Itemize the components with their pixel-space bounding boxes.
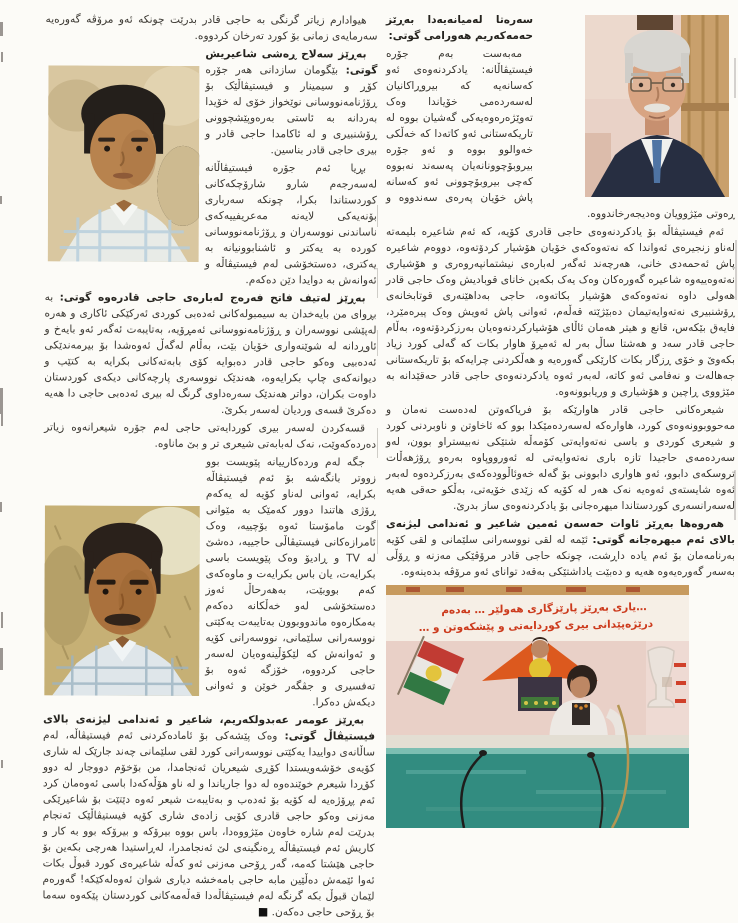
column-divider-mark: [377, 205, 378, 227]
paragraph: [43, 453, 376, 710]
paragraph-text: قسەکردن لەسەر بیری کوردایەتی حاجی لەم جۆرە شیعرانەوە زیاتر دەردەکەوێت، نەک لەبابەتی شیعری تر و بێ ماناوە.: [44, 421, 376, 450]
scan-artifact: [0, 648, 3, 670]
banner-text-line2: درێژەپێدانی بیری کوردایەتی و پێشکەوتن و …: [419, 618, 654, 634]
event-podium-photo: [386, 585, 689, 828]
paragraph: [386, 224, 735, 400]
elder-portrait: [585, 15, 729, 197]
paragraph: [44, 289, 376, 418]
scan-artifact: [1, 760, 3, 768]
column-divider-mark: [377, 268, 378, 298]
paragraph-text: جگە لەم وردەکارییانە پێویست بوو زووتر بانگەشە بۆ ئەم فیستیڤاڵە بکرایە، ئەوانی لەناو کۆیە لە یەکەم ڕۆژی هاتندا دوور کەمێک بە مێوانی گوت مامۆستا ئەوە بۆچییە، وەک ئامرازەکانی فیستیڤاڵی حاجییە، دەشێ لە TV و ڕادیۆ وەک پێویست باسی بکرایەت، یان باس بکرایەت و ماوەکەی کەم بووبێت، بەهەرحاڵ ئەوز دەستخۆشی لەو خەڵکانە دەکەم بەمکارەوە ماندووبوون بەتایبەت یەکێتی نووسەرانی سلێمانی، نووسەرانی کۆیە و ئەوانەش کە لێکۆڵینەوەیان لەسەر حاجی کردووە، خۆزگە ئەوە بۆ تەفسیری و جڤگەر خوێن و ئەوانی دیکەش دەکرا.: [205, 456, 376, 709]
paragraph-text: شیعرەکانی حاجی قادر هاوارێکە بۆ فریاکەوتن لەدەست نەمان و مەحووبوونەوەی کورد، هاوارەکە لەسەردەمێکدا بوو کە ئاخاوتن و ناوبردنی کورد و شیعری کوردی و باسی نەتەوایەتی کۆمەڵە شتێکی نەبیستراو بوون، لەو سەردەمەی حاجیدا تازە باری نەتەوایەتی لە ئەورووپاوە بەرەو ڕۆژهەڵات تروسکەی دابوو، ئەو هاواری دابوونی بۆ گەلە خەوئاڵوودەکەی بەرزکردەوە لەبەر ئەوە شایستەی ئەوەیە نەک هەر لە کۆیە کە زێدی خۆیەتی، بەڵکو حەقی هەیە لەسەرانسەری کوردستاندا میهرەجانی بۆ یادکردنەوەی ساز بدرێ.: [386, 404, 735, 512]
photo-young-writer: [48, 65, 200, 262]
scan-artifact: [0, 502, 2, 512]
mustached-writer-portrait: [44, 505, 200, 696]
paragraph-text: مەبەست بەم جۆرە فیستیڤاڵانە: یادکردنەوەی ئەو کەسانەیە کە بیروڕاکانیان لەسەردەمی خۆیاندا وەک تەوێژەرەوەیەکی گەشیان بووە لە تاریکەستانی ئەو کاتەدا کە خەڵکی خەوالوو بووە و ئەو جۆرە بیروبۆچوونانەیان پەسەند نەبووە کەچی بیروبۆچوونی ئەو کەسانە پاش خۆیان پەرەی سەندووە و ڕەوتی مێژوویان وەدیجەرخاندووە.: [386, 48, 735, 220]
speaker-lead: هەروەها بەڕێز ئاوات حەسەن ئەمین شاعیر و ئەندامی لیژنەی بالای ئەم میهرەجانە گوتی:: [386, 518, 735, 546]
paragraph-text: هیوادارم زیاتر گرنگی بە حاجی قادر بدرێت چونکە ئەو مرۆڤە گەورەیە سەرمایەی زمانی بۆ کورد تەرخان کردووە.: [46, 13, 378, 42]
speaker-lead: بەڕێز لەتیف فاتح فەرەج لەبارەی حاجی قادرەوە گوتی:: [60, 291, 366, 304]
photo-mustached-writer: [44, 505, 200, 696]
paragraph-text: ئەم فیستیڤاڵە بۆ یادکردنەوەی حاجی قادری کۆیە، کە ئەم شاعیرە بلیمەتە لەناو زنجیرەی ئەواندا کە نەتەوەکەی خۆیان هۆشیار کردۆتەوە، دووەم شاعیرە پاش ئەحمەدی خانی، هەرچەند ئەگەر لەبارەی نیشتمانپەروەری و هۆشیاری نەتەوەییەوە شاعیرە گەورەکان وەک یەک بکەین خانای قوبادیش وەک حاجی قادر هەولی داوە نەتەوەکەی هۆشیار بکاتەوە، حاجی بەداهێنەری قوتابخانەی ڕۆشنبیری نەتەوایەتیمان دەبێژێتە قەڵەم، ئەوانی پاش ئەویش وەک پیرەمێرد، فایەق بێکەس، قانع و هیتر هەمان ئاڵای هۆشیارکردنەوەیان بەرزکردۆتەوە، بەڵام حاجی قادر سەد و هەشتا ساڵ بەر لە ئەمڕۆ هاوار بکات کە گەلی کورد زیاد بکەوێ و خۆی ڕزگار بکات کارێکی گەورەیە و هەڵکردنی چرایەکە بۆ تاریکەستانی جەهالەت و نەفامی ئەو کاتە، لەبەر ئەوە یادکردنەوەی حاجی قادر حەقێدانە بە مێژووی ڕاچین و هۆشیاری و وریابوونەوە.: [386, 226, 735, 398]
paragraph: [386, 516, 735, 580]
scan-artifact: [735, 240, 737, 300]
paragraph: [42, 711, 375, 920]
banner-text-line1: …یاری بەڕێز پارێزگاری هەولێر … بەدەم: [441, 600, 647, 617]
scan-artifact: [0, 196, 2, 204]
white-hair: [624, 30, 690, 72]
scan-artifact: [1, 414, 3, 426]
column-divider-mark: [377, 520, 378, 554]
scan-artifact: [0, 22, 3, 36]
speaker-lead: بەڕێز عومەر عەبدولکەریم، شاعیر و ئەندامی لیژنەی بالای فیستیڤاڵ گوتی:: [43, 713, 375, 742]
column-divider-mark: [377, 428, 378, 458]
left-column: [42, 11, 377, 922]
right-column: [386, 12, 735, 582]
paragraph-text: بێگومان سازدانی هەر جۆرە کۆڕ و سیمینار و فیستیڤاڵێک بۆ ڕۆژنامەنووسانی نوێخواز خۆی لە خۆیدا بەردانە بە ئاستی بەرەوپێشچوونی ڕۆشنبیری و لە ئاکامدا حاجی قادر و بیری حاجی قادر بناسین.: [205, 64, 377, 157]
paragraph: [44, 419, 376, 452]
paragraph: [45, 11, 377, 44]
scan-artifact: [1, 52, 3, 62]
young-writer-portrait: [48, 65, 200, 262]
scan-artifact: [734, 58, 736, 98]
paragraph: [45, 45, 377, 158]
paragraph-text: ئێمە لە لقی نووسەرانی سلێمانی و لقی کۆیە بەرنامەمان بۆ ئەم یادە داڕشت، چونکە حاجی قادر مرۆڤێکی مەزنە و ڕۆڵی بەسەر گەورەیەوە هەیە و دەبێت یاداشتێکی بەقەد توانای ئەو مرۆڤە بدەینەوە.: [386, 534, 735, 578]
scan-artifact: [734, 470, 736, 520]
paragraph-text: بە بڕوای من بایەخدان بە سیمبولەکانی ئەدەبی کوردی ئەرکێکی ئاکاری و هەرە لەپێشی نووسەران و ڕۆژنامەنووسانی ئەمڕۆیە، بەتایبەت ئەگەر ئەو بایەخ و ئاوڕدانە لە شوێنەواری خۆیان بێت، بەڵام لەگەڵ ئەوەشدا بۆ بیرمەندێکی ئەدەبیی وەکو حاجی قادر دەبوایە کۆی بابەتەکانی بکرایە بە کتێب و دیوانەکەی چاپ بکرایەوە، هەندێک نووسەری پارچەکانی دیکەی کوردستان داوەت بکران، دواتر هەندێک سەرەداوی گرنگ لە بیری ئەدەبی حاجی دا هەیە دەکرێ قسەی وردیان لەسەر بکرێ.: [44, 291, 376, 416]
speaker-lead: سەرەتا لەمیانەیەدا بەڕێز حەمەکەریم هەورامی گوتی:: [386, 14, 533, 42]
white-mustache: [644, 104, 670, 113]
paragraph-text: بڕیا ئەم جۆرە فیستیڤاڵانە لەسەرجەم شارو شارۆچکەکانی کوردستاندا بکرا، چونکە سەرباری بۆنەیەکی لایەنە مەعریفییەکەی ناساندنی نووسەران و ڕۆژنامەنووسانی کوردە بە یەکتر و ئاشنابوونیانە بە یەکتری، دەستخۆشی لەم فیستیڤاڵە و ئەوانەش بە دوایدا دێن دەکەم.: [205, 162, 377, 287]
paragraph: [386, 12, 735, 44]
photo-event-podium: [386, 585, 689, 828]
scan-artifact: [1, 612, 3, 628]
photo-elder-portrait: [585, 15, 729, 197]
banner-top-strip: [386, 585, 689, 595]
paragraph: [386, 402, 735, 514]
paragraph-text: وەک پێشەکی بۆ ئامادەکردنی ئەم فیستیڤاڵە، لەم ساڵانەی دواییدا یەکێتی نووسەرانی کورد لقی سلێمانی چەند جارێک لە شاری کۆیەی خۆشەویستدا کۆڕی شیعریان ئەنجامدا، من بۆخۆم دووجار لە دوو کۆڕدا شیعرم خوێندەوە لە دوا جاریاندا و لە ناو هۆڵەکەدا باسی ئەوەمان کرد ئەم پڕۆژەیە لە کۆیە بۆ ئەدەب و بەتایبەت شیعر ئەوە دێتێت بۆ شاعیرێکی مەزنی وەکو حاجی قادری کۆیی زادەی شاری کۆیە فیستیڤاڵێک ئەنجام بدرێت لەم شارە خاوەن مێژووەدا، باس بووە بیرۆکە و بیرۆکە بوو بە کار و کاریش ئەم فیستیڤاڵە ڕەنگینەی لێ ئەنجامدرا، لەڕاستیدا هەرچی بکەین بۆ حاجی هێشتا کەمە، گەر ڕۆحی مەزنی ئەو کەڵە شاعیرەی کورد قبوڵ بکات ئەوا ئێمەش دەڵێین مابە حاجی بامەخشە دیاری شوان ئەوەلەکێکە! گەورەم لێمان قبوڵ بکە گرنگە لەم فیستیڤاڵەدا قەڵەمەکانی کوردستان پێکەوە سەما بۆ ڕۆحی حاجی دەکەن.: [42, 729, 375, 918]
end-of-article-marker: ■: [258, 905, 268, 918]
column-divider-mark: [377, 330, 378, 356]
speaker-lead: بەڕێز سەلاح ڕەشی شاعیریش گوتی:: [205, 48, 377, 77]
scan-artifact: [0, 388, 3, 414]
